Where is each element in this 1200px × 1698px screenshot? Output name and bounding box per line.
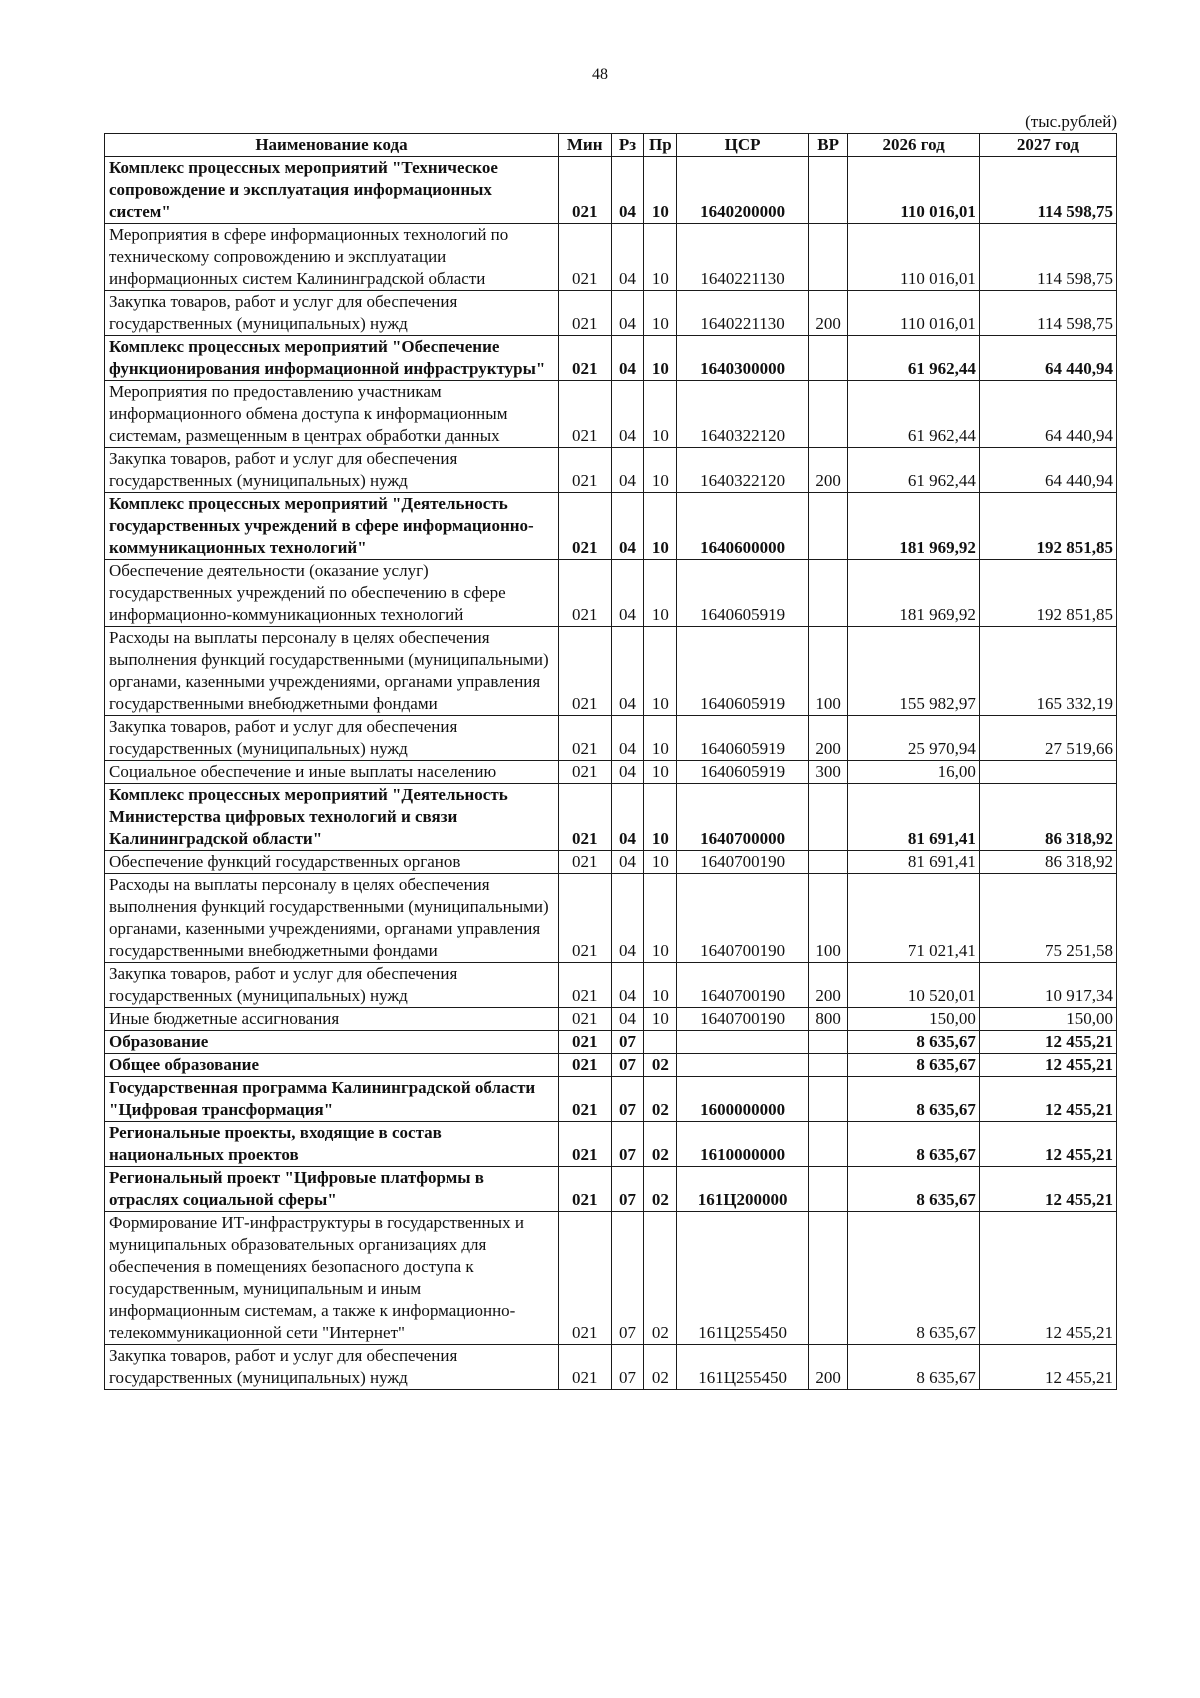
header-rz: Рз [611, 134, 644, 157]
table-row [105, 1167, 1117, 1212]
cell-min: 021 [558, 784, 611, 851]
cell-min: 021 [558, 874, 611, 963]
cell-csr: 1640700190 [677, 851, 809, 874]
cell-min: 021 [558, 560, 611, 627]
cell-rz: 07 [611, 1167, 644, 1212]
cell-rz: 04 [611, 716, 644, 761]
cell-vr: 100 [808, 874, 847, 963]
header-row [105, 134, 1117, 157]
cell-rz: 04 [611, 291, 644, 336]
cell-2027: 192 851,85 [979, 560, 1116, 627]
cell-pr: 02 [644, 1345, 677, 1390]
cell-rz: 04 [611, 851, 644, 874]
cell-2026: 61 962,44 [848, 448, 980, 493]
table-row [105, 963, 1117, 1008]
cell-csr: 1640700000 [677, 784, 809, 851]
cell-name: Общее образование [105, 1054, 559, 1077]
cell-pr: 10 [644, 874, 677, 963]
cell-pr: 10 [644, 336, 677, 381]
cell-rz: 07 [611, 1212, 644, 1345]
cell-pr: 10 [644, 761, 677, 784]
cell-2027: 114 598,75 [979, 224, 1116, 291]
header-vr: ВР [808, 134, 847, 157]
cell-pr: 10 [644, 963, 677, 1008]
cell-2027: 12 455,21 [979, 1167, 1116, 1212]
cell-2026: 150,00 [848, 1008, 980, 1031]
table-row [105, 560, 1117, 627]
cell-name: Комплекс процессных мероприятий "Обеспечение функционирования информационной инфраструктуры" [105, 336, 559, 381]
table-row [105, 784, 1117, 851]
cell-vr [808, 381, 847, 448]
table-row [105, 224, 1117, 291]
cell-csr: 1640605919 [677, 627, 809, 716]
table-row [105, 1122, 1117, 1167]
cell-2027: 27 519,66 [979, 716, 1116, 761]
table-row [105, 448, 1117, 493]
cell-vr [808, 784, 847, 851]
table-row [105, 291, 1117, 336]
table-row [105, 1212, 1117, 1345]
cell-vr: 200 [808, 716, 847, 761]
cell-2027: 114 598,75 [979, 157, 1116, 224]
cell-vr: 200 [808, 1345, 847, 1390]
table-row [105, 493, 1117, 560]
cell-vr [808, 851, 847, 874]
cell-vr: 200 [808, 448, 847, 493]
cell-name: Обеспечение деятельности (оказание услуг) государственных учреждений по обеспечению в сфере информационно-коммуникационных технологий [105, 560, 559, 627]
table-row [105, 851, 1117, 874]
cell-csr: 1640700190 [677, 1008, 809, 1031]
cell-name: Мероприятия по предоставлению участникам информационного обмена доступа к информационным системам, размещенным в центрах обработки данных [105, 381, 559, 448]
table-row [105, 627, 1117, 716]
page-number: 48 [592, 66, 608, 83]
table-row [105, 716, 1117, 761]
cell-name: Региональный проект "Цифровые платформы в отраслях социальной сферы" [105, 1167, 559, 1212]
cell-csr [677, 1031, 809, 1054]
cell-vr [808, 336, 847, 381]
header-2026: 2026 год [848, 134, 980, 157]
cell-2026: 10 520,01 [848, 963, 980, 1008]
cell-vr [808, 1077, 847, 1122]
cell-rz: 07 [611, 1345, 644, 1390]
cell-csr [677, 1054, 809, 1077]
cell-csr: 1600000000 [677, 1077, 809, 1122]
cell-2026: 8 635,67 [848, 1122, 980, 1167]
cell-csr: 161Ц200000 [677, 1167, 809, 1212]
cell-pr: 10 [644, 381, 677, 448]
cell-min: 021 [558, 1008, 611, 1031]
cell-pr: 02 [644, 1077, 677, 1122]
cell-name: Комплекс процессных мероприятий "Деятельность Министерства цифровых технологий и связи Калининградской области" [105, 784, 559, 851]
cell-2026: 16,00 [848, 761, 980, 784]
table-row [105, 1008, 1117, 1031]
cell-min: 021 [558, 493, 611, 560]
cell-2026: 110 016,01 [848, 224, 980, 291]
cell-2026: 110 016,01 [848, 291, 980, 336]
cell-2026: 81 691,41 [848, 851, 980, 874]
cell-min: 021 [558, 1212, 611, 1345]
table-row [105, 1077, 1117, 1122]
cell-rz: 04 [611, 560, 644, 627]
cell-name: Закупка товаров, работ и услуг для обеспечения государственных (муниципальных) нужд [105, 448, 559, 493]
cell-2027: 12 455,21 [979, 1345, 1116, 1390]
cell-rz: 04 [611, 493, 644, 560]
cell-2027: 12 455,21 [979, 1122, 1116, 1167]
cell-name: Формирование ИТ-инфраструктуры в государственных и муниципальных образовательных организациях для обеспечения в помещениях безопасного доступа к государственным, муниципальным и иным информационным системам, а также к информационно-телекоммуникационной сети "Интернет" [105, 1212, 559, 1345]
cell-min: 021 [558, 1031, 611, 1054]
cell-csr: 1640221130 [677, 224, 809, 291]
cell-name: Обеспечение функций государственных органов [105, 851, 559, 874]
table-body [105, 157, 1117, 1390]
cell-pr [644, 1031, 677, 1054]
cell-rz: 07 [611, 1122, 644, 1167]
cell-pr: 10 [644, 1008, 677, 1031]
cell-vr: 800 [808, 1008, 847, 1031]
cell-vr [808, 224, 847, 291]
cell-2027: 64 440,94 [979, 448, 1116, 493]
cell-vr [808, 1212, 847, 1345]
cell-vr [808, 157, 847, 224]
cell-vr: 300 [808, 761, 847, 784]
cell-2027: 86 318,92 [979, 851, 1116, 874]
table-row [105, 336, 1117, 381]
cell-name: Закупка товаров, работ и услуг для обеспечения государственных (муниципальных) нужд [105, 963, 559, 1008]
cell-rz: 04 [611, 761, 644, 784]
budget-table [104, 133, 1117, 1390]
cell-min: 021 [558, 336, 611, 381]
cell-csr: 1610000000 [677, 1122, 809, 1167]
cell-pr: 10 [644, 560, 677, 627]
cell-2027: 86 318,92 [979, 784, 1116, 851]
cell-2027: 64 440,94 [979, 381, 1116, 448]
cell-min: 021 [558, 1122, 611, 1167]
cell-name: Социальное обеспечение и иные выплаты населению [105, 761, 559, 784]
header-name: Наименование кода [105, 134, 559, 157]
units-label: (тыс.рублей) [1025, 112, 1117, 131]
cell-2026: 71 021,41 [848, 874, 980, 963]
cell-pr: 02 [644, 1122, 677, 1167]
cell-min: 021 [558, 1345, 611, 1390]
cell-rz: 04 [611, 784, 644, 851]
cell-pr: 10 [644, 851, 677, 874]
cell-2027: 12 455,21 [979, 1054, 1116, 1077]
cell-csr: 161Ц255450 [677, 1212, 809, 1345]
cell-name: Расходы на выплаты персоналу в целях обеспечения выполнения функций государственными (муниципальными) органами, казенными учреждениями, органами управления государственными внебюджетными фондами [105, 874, 559, 963]
cell-name: Образование [105, 1031, 559, 1054]
cell-vr [808, 1054, 847, 1077]
table-row [105, 1031, 1117, 1054]
cell-2027: 12 455,21 [979, 1031, 1116, 1054]
cell-name: Комплекс процессных мероприятий "Деятельность государственных учреждений в сфере информационно-коммуникационных технологий" [105, 493, 559, 560]
cell-2026: 181 969,92 [848, 493, 980, 560]
cell-csr: 1640605919 [677, 716, 809, 761]
cell-2026: 81 691,41 [848, 784, 980, 851]
cell-name: Закупка товаров, работ и услуг для обеспечения государственных (муниципальных) нужд [105, 1345, 559, 1390]
cell-2026: 8 635,67 [848, 1077, 980, 1122]
cell-pr: 10 [644, 493, 677, 560]
cell-pr: 10 [644, 291, 677, 336]
cell-min: 021 [558, 157, 611, 224]
cell-pr: 10 [644, 716, 677, 761]
cell-min: 021 [558, 851, 611, 874]
cell-vr: 200 [808, 963, 847, 1008]
cell-csr: 1640605919 [677, 761, 809, 784]
cell-pr: 10 [644, 448, 677, 493]
cell-rz: 04 [611, 224, 644, 291]
cell-csr: 161Ц255450 [677, 1345, 809, 1390]
cell-csr: 1640200000 [677, 157, 809, 224]
cell-vr [808, 1122, 847, 1167]
cell-2027 [979, 761, 1116, 784]
cell-rz: 04 [611, 874, 644, 963]
cell-vr: 100 [808, 627, 847, 716]
cell-2026: 181 969,92 [848, 560, 980, 627]
cell-rz: 07 [611, 1077, 644, 1122]
cell-min: 021 [558, 448, 611, 493]
cell-min: 021 [558, 761, 611, 784]
cell-vr [808, 1031, 847, 1054]
cell-2027: 12 455,21 [979, 1077, 1116, 1122]
cell-csr: 1640221130 [677, 291, 809, 336]
cell-min: 021 [558, 1054, 611, 1077]
cell-rz: 04 [611, 1008, 644, 1031]
cell-2026: 25 970,94 [848, 716, 980, 761]
cell-csr: 1640605919 [677, 560, 809, 627]
cell-pr: 10 [644, 224, 677, 291]
cell-min: 021 [558, 291, 611, 336]
cell-2027: 75 251,58 [979, 874, 1116, 963]
cell-2027: 12 455,21 [979, 1212, 1116, 1345]
table-row [105, 761, 1117, 784]
cell-2027: 150,00 [979, 1008, 1116, 1031]
cell-vr [808, 1167, 847, 1212]
cell-vr: 200 [808, 291, 847, 336]
cell-csr: 1640700190 [677, 963, 809, 1008]
cell-vr [808, 493, 847, 560]
cell-rz: 07 [611, 1031, 644, 1054]
cell-2027: 114 598,75 [979, 291, 1116, 336]
cell-min: 021 [558, 1167, 611, 1212]
cell-pr: 10 [644, 784, 677, 851]
cell-2026: 8 635,67 [848, 1054, 980, 1077]
cell-rz: 04 [611, 381, 644, 448]
cell-rz: 04 [611, 963, 644, 1008]
cell-csr: 1640322120 [677, 381, 809, 448]
cell-name: Закупка товаров, работ и услуг для обеспечения государственных (муниципальных) нужд [105, 291, 559, 336]
header-min: Мин [558, 134, 611, 157]
cell-name: Закупка товаров, работ и услуг для обеспечения государственных (муниципальных) нужд [105, 716, 559, 761]
cell-min: 021 [558, 381, 611, 448]
cell-2026: 110 016,01 [848, 157, 980, 224]
cell-pr: 10 [644, 157, 677, 224]
cell-2027: 64 440,94 [979, 336, 1116, 381]
cell-2026: 61 962,44 [848, 336, 980, 381]
cell-rz: 07 [611, 1054, 644, 1077]
cell-name: Мероприятия в сфере информационных технологий по техническому сопровождению и эксплуатации информационных систем Калининградской области [105, 224, 559, 291]
cell-2027: 10 917,34 [979, 963, 1116, 1008]
cell-min: 021 [558, 963, 611, 1008]
cell-name: Комплекс процессных мероприятий "Техническое сопровождение и эксплуатация информационных систем" [105, 157, 559, 224]
table-row [105, 157, 1117, 224]
cell-2026: 8 635,67 [848, 1031, 980, 1054]
cell-rz: 04 [611, 157, 644, 224]
cell-name: Региональные проекты, входящие в состав национальных проектов [105, 1122, 559, 1167]
cell-2026: 8 635,67 [848, 1345, 980, 1390]
cell-csr: 1640700190 [677, 874, 809, 963]
cell-min: 021 [558, 627, 611, 716]
cell-2026: 61 962,44 [848, 381, 980, 448]
cell-2026: 155 982,97 [848, 627, 980, 716]
cell-rz: 04 [611, 627, 644, 716]
cell-2027: 165 332,19 [979, 627, 1116, 716]
header-pr: Пр [644, 134, 677, 157]
cell-min: 021 [558, 716, 611, 761]
cell-min: 021 [558, 1077, 611, 1122]
cell-rz: 04 [611, 336, 644, 381]
table-row [105, 1345, 1117, 1390]
cell-min: 021 [558, 224, 611, 291]
cell-pr: 10 [644, 627, 677, 716]
cell-2027: 192 851,85 [979, 493, 1116, 560]
cell-rz: 04 [611, 448, 644, 493]
cell-name: Иные бюджетные ассигнования [105, 1008, 559, 1031]
cell-name: Расходы на выплаты персоналу в целях обеспечения выполнения функций государственными (муниципальными) органами, казенными учреждениями, органами управления государственными внебюджетными фондами [105, 627, 559, 716]
cell-csr: 1640322120 [677, 448, 809, 493]
cell-csr: 1640600000 [677, 493, 809, 560]
cell-pr: 02 [644, 1167, 677, 1212]
header-2027: 2027 год [979, 134, 1116, 157]
table-row [105, 874, 1117, 963]
cell-pr: 02 [644, 1054, 677, 1077]
cell-vr [808, 560, 847, 627]
cell-pr: 02 [644, 1212, 677, 1345]
table-row [105, 1054, 1117, 1077]
cell-2026: 8 635,67 [848, 1212, 980, 1345]
cell-csr: 1640300000 [677, 336, 809, 381]
cell-2026: 8 635,67 [848, 1167, 980, 1212]
header-csr: ЦСР [677, 134, 809, 157]
cell-name: Государственная программа Калининградской области "Цифровая трансформация" [105, 1077, 559, 1122]
table-row [105, 381, 1117, 448]
